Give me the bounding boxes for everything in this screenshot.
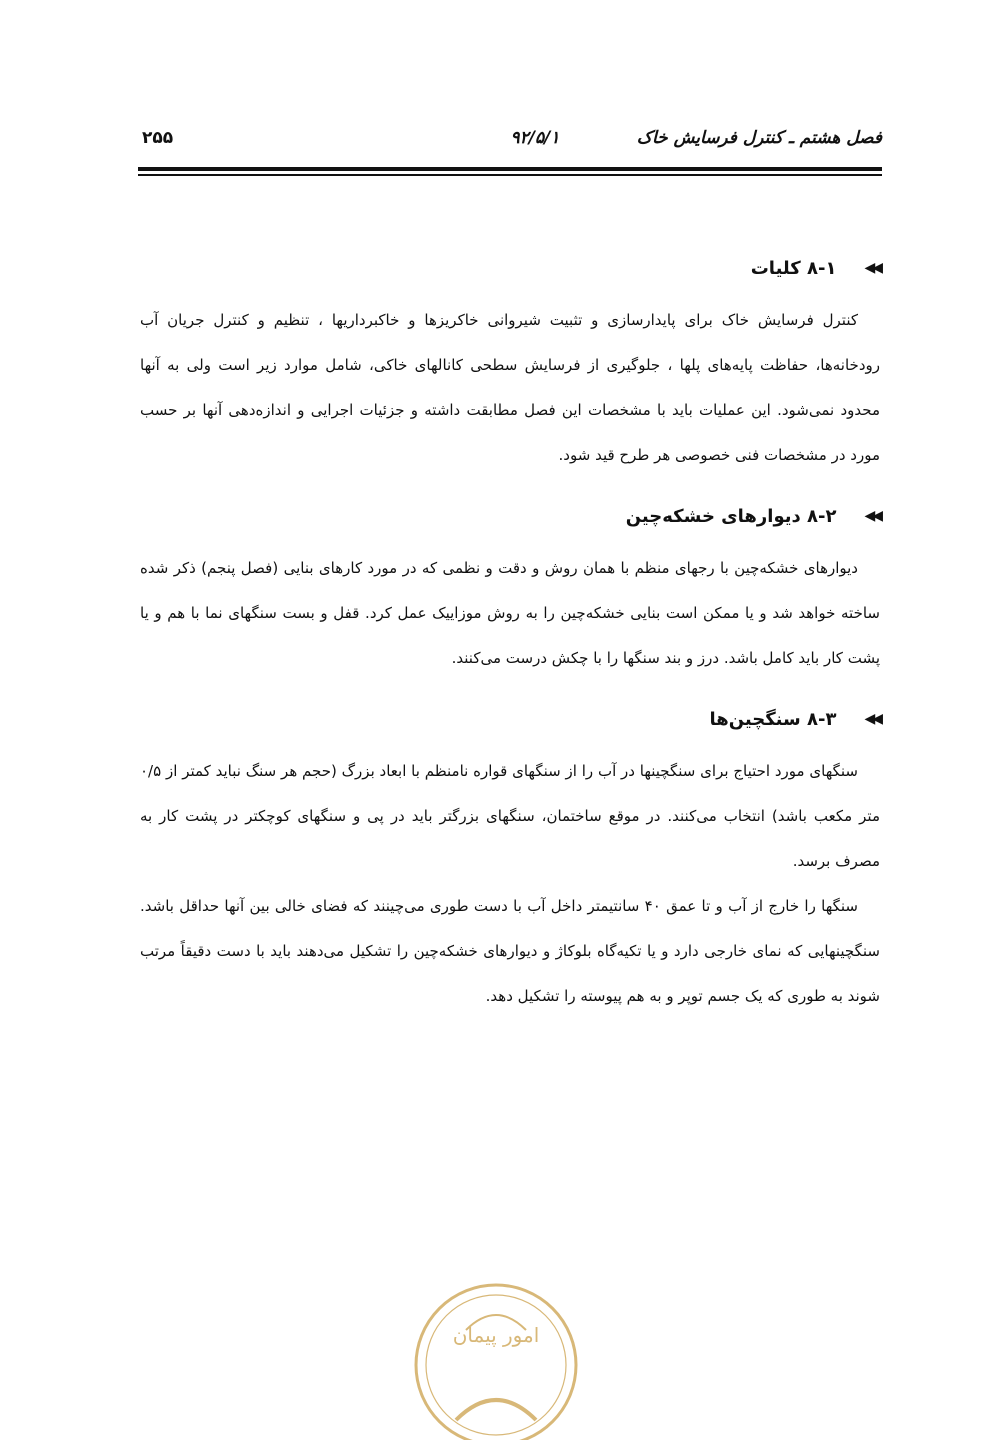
double-arrow-icon: ◀◀ [864, 508, 880, 524]
seal-watermark [396, 1270, 596, 1440]
paragraph: سنگهای مورد احتیاج برای سنگچینها در آب را از سنگهای قواره نامنظم با ابعاد بزرگ (حجم هر سنگ نباید کمتر از ۰/۵ متر مکعب باشد) انتخاب می‌کنند. در موقع ساختمان، سنگهای بزرگتر باید در پی و سنگهای کوچکتر در پشت کار به مصرف برسد. [140, 762, 880, 870]
seal-emblem-icon [396, 1270, 596, 1440]
section-heading [140, 494, 880, 538]
chapter-title: فصل هشتم ـ کنترل فرسایش خاک [636, 128, 882, 148]
page-header [138, 128, 882, 162]
section-title: ۸-۲ دیوارهای خشکه‌چین [625, 505, 837, 527]
double-arrow-icon: ◀◀ [864, 711, 880, 727]
section-title: ۸-۱ کلیات [750, 257, 837, 279]
section-title: ۸-۳ سنگچین‌ها [709, 708, 837, 730]
paragraph: کنترل فرسایش خاک برای پایدارسازی و تثبیت شیروانی خاکریزها و خاکبرداریها ، تنظیم و کنترل جریان آب رودخانه‌ها، حفاظت پایه‌های پلها ، جلوگیری از فرسایش سطحی کانالهای خاکی، شامل موارد زیر است ولی به آنها محدود نمی‌شود. این عملیات باید با مشخصات این فصل مطابقت داشته و جزئیات اجرایی و اندازه‌دهی آنها بر حسب مورد در مشخصات فنی خصوصی هر طرح قید شود. [140, 311, 880, 464]
section-general [140, 246, 880, 478]
header-rule-thick [138, 167, 882, 171]
section-riprap [140, 697, 880, 1019]
section-heading [140, 697, 880, 741]
page-number: ۲۵۵ [142, 128, 174, 148]
section-dry-stone-walls [140, 494, 880, 681]
double-arrow-icon: ◀◀ [864, 260, 880, 276]
page-content [140, 246, 880, 1019]
header-date: ۹۲/۵/۱ [510, 128, 560, 148]
seal-text: امور پیمان [452, 1323, 540, 1347]
paragraph: سنگها را خارج از آب و تا عمق ۴۰ سانتیمتر داخل آب با دست طوری می‌چینند که فضای خالی بین آنها حداقل باشد. سنگچینهایی که نمای خارجی دارد و یا تکیه‌گاه بلوکاژ و دیوارهای خشکه‌چین را تشکیل می‌دهند باید با دست دقیقاً مرتب شوند به طوری که یک جسم توپر و به هم پیوسته را تشکیل دهد. [140, 897, 880, 1005]
header-rule-thin [138, 174, 882, 176]
section-heading [140, 246, 880, 290]
paragraph: دیوارهای خشکه‌چین با رجهای منظم با همان روش و دقت و نظمی که در مورد کارهای بنایی (فصل پنجم) ذکر شده ساخته خواهد شد و یا ممکن است بنایی خشکه‌چین را به روش موزاییک عمل کرد. قفل و بست سنگهای نما با هم و یا پشت کار باید کامل باشد. درز و بند سنگها را با چکش درست می‌کنند. [140, 559, 880, 667]
